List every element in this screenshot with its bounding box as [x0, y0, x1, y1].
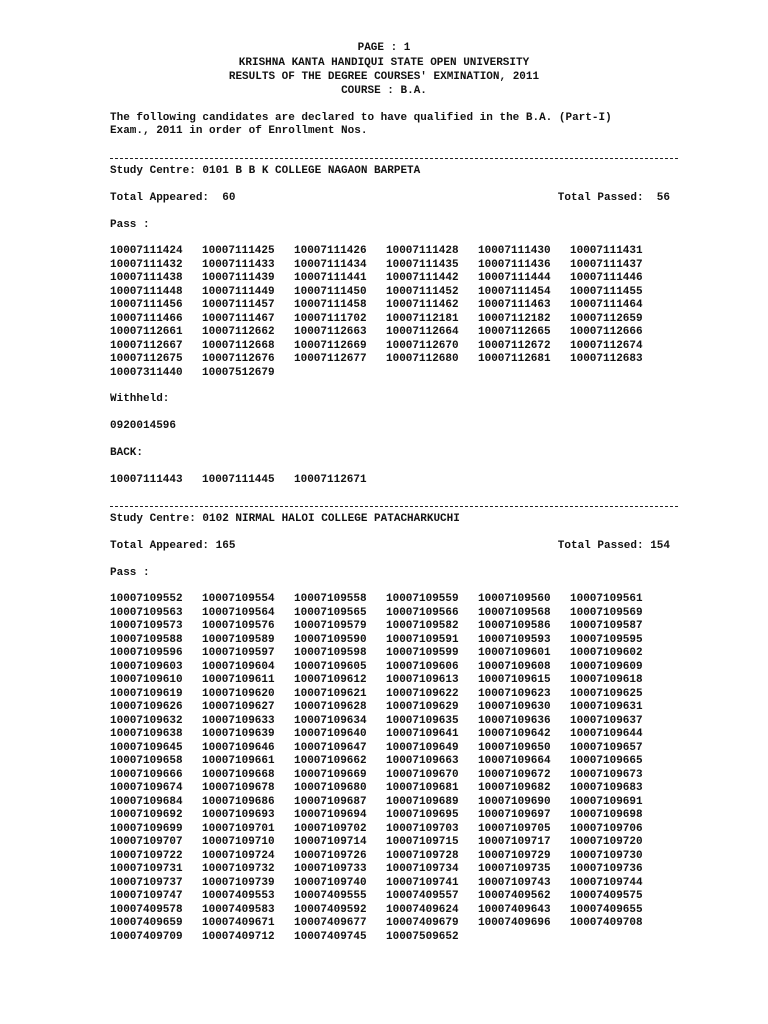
enrollment-number: 10007109561: [570, 593, 643, 605]
enrollment-number: 10007109714: [294, 836, 367, 848]
enrollment-number: 10007409553: [202, 890, 275, 902]
enrollment-number: 10007109744: [570, 876, 643, 889]
enrollment-number: 10007112680: [386, 353, 459, 365]
enrollment-number: 10007112661: [110, 326, 183, 338]
enrollment-number: 10007109582: [386, 620, 459, 632]
enrollment-number: 10007409712: [202, 930, 275, 943]
enrollment-number: 10007409583: [202, 903, 275, 916]
enrollment-number: 10007109732: [202, 863, 275, 875]
enrollment-number: 10007109715: [386, 836, 459, 848]
enrollment-number: 10007111466: [110, 312, 183, 325]
enrollment-number: 10007109682: [478, 782, 551, 794]
enrollment-number: 10007111446: [570, 272, 643, 284]
enrollment-number: 10007409696: [478, 917, 551, 929]
enrollment-number: 10007109692: [110, 809, 183, 821]
enrollment-number: 10007109639: [202, 728, 275, 740]
enrollment-number: 10007109610: [110, 674, 183, 686]
enrollment-number: 10007111448: [110, 285, 183, 298]
enrollment-number: 10007109596: [110, 647, 183, 659]
pass-list: [110, 593, 662, 944]
enrollment-number: 10007109734: [386, 863, 459, 875]
enrollment-number: 10007112181: [386, 312, 459, 325]
enrollment-number: 10007109664: [478, 755, 551, 767]
enrollment-number: 10007109566: [386, 606, 459, 619]
enrollment-number: 10007111424: [110, 245, 183, 257]
enrollment-number: 10007109579: [294, 620, 367, 632]
enrollment-number: 10007109681: [386, 782, 459, 794]
enrollment-number: 10007109642: [478, 728, 551, 740]
enrollment-number: 10007409578: [110, 903, 183, 916]
enrollment-number: 10007112675: [110, 353, 183, 365]
enrollment-number: 10007111425: [202, 245, 275, 257]
enrollment-number: 10007109630: [478, 701, 551, 713]
withheld-label: Withheld:: [110, 393, 170, 405]
enrollment-number: 10007109728: [386, 849, 459, 862]
enrollment-number: 10007112665: [478, 326, 551, 338]
enrollment-number: 10007109649: [386, 741, 459, 754]
enrollment-number: 10007109637: [570, 714, 643, 727]
enrollment-number: 10007112668: [202, 339, 275, 352]
enrollment-number: 10007109703: [386, 822, 459, 835]
enrollment-number: 10007111441: [294, 272, 367, 284]
enrollment-number: 10007109628: [294, 701, 367, 713]
pass-label: Pass :: [110, 219, 150, 231]
enrollment-number: 10007409557: [386, 890, 459, 902]
enrollment-number: 10007111443: [110, 474, 183, 486]
enrollment-number: 10007409709: [110, 930, 183, 943]
enrollment-number: 10007109695: [386, 809, 459, 821]
enrollment-number: 10007109710: [202, 836, 275, 848]
enrollment-number: 10007109615: [478, 674, 551, 686]
enrollment-number: 10007109636: [478, 714, 551, 727]
enrollment-number: 10007109631: [570, 701, 643, 713]
enrollment-number: 10007109694: [294, 809, 367, 821]
enrollment-number: 10007112676: [202, 353, 275, 365]
enrollment-number: 10007109634: [294, 714, 367, 727]
enrollment-number: 10007109619: [110, 687, 183, 700]
enrollment-number: 10007109618: [570, 674, 643, 686]
enrollment-number: 10007112677: [294, 353, 367, 365]
enrollment-number: 10007109568: [478, 606, 551, 619]
enrollment-number: 10007409708: [570, 917, 643, 929]
enrollment-number: 10007109591: [386, 633, 459, 646]
enrollment-number: 10007109558: [294, 593, 367, 605]
enrollment-number: 10007109602: [570, 647, 643, 659]
enrollment-number: 10007311440: [110, 366, 183, 379]
enrollment-number: 10007112672: [478, 339, 551, 352]
enrollment-number: 10007111462: [386, 299, 459, 311]
total-passed: Total Passed: 154: [557, 540, 670, 552]
enrollment-number: 10007111430: [478, 245, 551, 257]
enrollment-number: 10007112666: [570, 326, 643, 338]
enrollment-number: 10007109735: [478, 863, 551, 875]
enrollment-number: 10007109741: [386, 876, 459, 889]
enrollment-number: 10007109599: [386, 647, 459, 659]
enrollment-number: 10007112670: [386, 339, 459, 352]
enrollment-number: 10007111431: [570, 245, 643, 257]
enrollment-number: 10007109640: [294, 728, 367, 740]
enrollment-number: 10007109740: [294, 876, 367, 889]
enrollment-number: 10007112681: [478, 353, 551, 365]
enrollment-number: 10007109565: [294, 606, 367, 619]
enrollment-number: 10007109625: [570, 687, 643, 700]
enrollment-number: 10007109644: [570, 728, 643, 740]
enrollment-number: 10007109722: [110, 849, 183, 862]
university-name: KRISHNA KANTA HANDIQUI STATE OPEN UNIVERSITY: [238, 57, 530, 69]
enrollment-number: 10007109736: [570, 863, 643, 875]
enrollment-number: 10007109689: [386, 795, 459, 808]
enrollment-number: 10007112669: [294, 339, 367, 352]
enrollment-number: 10007109559: [386, 593, 459, 605]
enrollment-number: 10007109598: [294, 647, 367, 659]
enrollment-number: 10007109724: [202, 849, 275, 862]
enrollment-number: 10007112683: [570, 353, 643, 365]
enrollment-number: 10007109573: [110, 620, 183, 632]
enrollment-number: 10007112662: [202, 326, 275, 338]
back-list: [110, 474, 662, 488]
enrollment-number: 10007409592: [294, 903, 367, 916]
enrollment-number: 10007112664: [386, 326, 459, 338]
enrollment-number: 10007112663: [294, 326, 367, 338]
enrollment-number: 10007109605: [294, 660, 367, 673]
section-divider: [110, 158, 678, 159]
enrollment-number: 10007111428: [386, 245, 459, 257]
centre-title: Study Centre: 0101 B B K COLLEGE NAGAON BARPETA: [110, 165, 421, 177]
enrollment-number: 10007109680: [294, 782, 367, 794]
enrollment-number: 10007111444: [478, 272, 551, 284]
enrollment-number: 10007109729: [478, 849, 551, 862]
enrollment-number: 10007109663: [386, 755, 459, 767]
enrollment-number: 10007109691: [570, 795, 643, 808]
enrollment-number: 10007109666: [110, 768, 183, 781]
enrollment-number: 10007109687: [294, 795, 367, 808]
enrollment-number: 10007109613: [386, 674, 459, 686]
enrollment-number: 10007109699: [110, 822, 183, 835]
enrollment-number: 10007109593: [478, 633, 551, 646]
enrollment-number: 10007109647: [294, 741, 367, 754]
back-label: BACK:: [110, 447, 144, 459]
enrollment-number: 10007409745: [294, 930, 367, 943]
enrollment-number: 10007109739: [202, 876, 275, 889]
enrollment-number: 10007109743: [478, 876, 551, 889]
course-title: COURSE : B.A.: [341, 85, 427, 97]
enrollment-number: 10007109726: [294, 849, 367, 862]
enrollment-number: 10007109683: [570, 782, 643, 794]
enrollment-number: 10007111454: [478, 285, 551, 298]
enrollment-number: 10007109686: [202, 795, 275, 808]
enrollment-number: 10007111458: [294, 299, 367, 311]
enrollment-number: 10007109627: [202, 701, 275, 713]
enrollment-number: 10007109601: [478, 647, 551, 659]
enrollment-number: 10007111445: [202, 474, 275, 486]
enrollment-number: 10007109586: [478, 620, 551, 632]
withheld-value: 0920014596: [110, 420, 177, 432]
enrollment-number: 10007109669: [294, 768, 367, 781]
enrollment-number: 10007109662: [294, 755, 367, 767]
enrollment-number: 10007111433: [202, 258, 275, 271]
enrollment-number: 10007409562: [478, 890, 551, 902]
enrollment-number: 10007111449: [202, 285, 275, 298]
enrollment-number: 10007109590: [294, 633, 367, 646]
enrollment-number: 10007109609: [570, 660, 643, 673]
enrollment-number: 10007109701: [202, 822, 275, 835]
total-appeared: Total Appeared: 60: [110, 192, 236, 204]
enrollment-number: 10007111437: [570, 258, 643, 271]
total-passed: Total Passed: 56: [557, 192, 670, 204]
enrollment-number: 10007109595: [570, 633, 643, 646]
enrollment-number: 10007109560: [478, 593, 551, 605]
enrollment-number: 10007111436: [478, 258, 551, 271]
enrollment-number: 10007109698: [570, 809, 643, 821]
enrollment-number: 10007409655: [570, 903, 643, 916]
enrollment-number: 10007109705: [478, 822, 551, 835]
enrollment-number: 10007111442: [386, 272, 459, 284]
pass-list: [110, 245, 662, 380]
enrollment-number: 10007109629: [386, 701, 459, 713]
enrollment-number: 10007112674: [570, 339, 643, 352]
pass-label: Pass :: [110, 567, 150, 579]
enrollment-number: 10007109690: [478, 795, 551, 808]
results-title: RESULTS OF THE DEGREE COURSES' EXMINATION, 2011: [228, 71, 540, 83]
enrollment-number: 10007111702: [294, 312, 367, 325]
enrollment-number: 10007109552: [110, 593, 183, 605]
enrollment-number: 10007109674: [110, 782, 183, 794]
enrollment-number: 10007109638: [110, 728, 183, 740]
enrollment-number: 10007109606: [386, 660, 459, 673]
enrollment-number: 10007109678: [202, 782, 275, 794]
enrollment-number: 10007409659: [110, 917, 183, 929]
enrollment-number: 10007109645: [110, 741, 183, 754]
enrollment-number: 10007409555: [294, 890, 367, 902]
enrollment-number: 10007109747: [110, 890, 183, 902]
enrollment-number: 10007109697: [478, 809, 551, 821]
enrollment-number: 10007109668: [202, 768, 275, 781]
enrollment-number: 10007109589: [202, 633, 275, 646]
enrollment-number: 10007109641: [386, 728, 459, 740]
enrollment-number: 10007111426: [294, 245, 367, 257]
enrollment-number: 10007109635: [386, 714, 459, 727]
enrollment-number: 10007111435: [386, 258, 459, 271]
enrollment-number: 10007111455: [570, 285, 643, 298]
enrollment-number: 10007109737: [110, 876, 183, 889]
enrollment-number: 10007109706: [570, 822, 643, 835]
enrollment-number: 10007109623: [478, 687, 551, 700]
enrollment-number: 10007109597: [202, 647, 275, 659]
enrollment-number: 10007109633: [202, 714, 275, 727]
enrollment-number: 10007109672: [478, 768, 551, 781]
enrollment-number: 10007509652: [386, 930, 459, 943]
enrollment-number: 10007109646: [202, 741, 275, 754]
enrollment-number: 10007109717: [478, 836, 551, 848]
enrollment-number: 10007409575: [570, 890, 643, 902]
enrollment-number: 10007111457: [202, 299, 275, 311]
enrollment-number: 10007109670: [386, 768, 459, 781]
intro-line-2: Exam., 2011 in order of Enrollment Nos.: [110, 125, 368, 137]
enrollment-number: 10007111450: [294, 285, 367, 298]
enrollment-number: 10007109608: [478, 660, 551, 673]
enrollment-number: 10007109658: [110, 755, 183, 767]
enrollment-number: 10007109576: [202, 620, 275, 632]
enrollment-number: 10007409624: [386, 903, 459, 916]
enrollment-number: 10007112659: [570, 312, 643, 325]
enrollment-number: 10007109702: [294, 822, 367, 835]
enrollment-number: 10007409643: [478, 903, 551, 916]
enrollment-number: 10007109707: [110, 836, 183, 848]
enrollment-number: 10007109554: [202, 593, 275, 605]
enrollment-number: 10007109603: [110, 660, 183, 673]
enrollment-number: 10007109665: [570, 755, 643, 767]
enrollment-number: 10007109588: [110, 633, 183, 646]
enrollment-number: 10007109622: [386, 687, 459, 700]
enrollment-number: 10007109657: [570, 741, 643, 754]
enrollment-number: 10007109720: [570, 836, 643, 848]
enrollment-number: 10007109673: [570, 768, 643, 781]
enrollment-number: 10007112182: [478, 312, 551, 325]
enrollment-number: 10007409677: [294, 917, 367, 929]
enrollment-number: 10007109731: [110, 863, 183, 875]
enrollment-number: 10007109620: [202, 687, 275, 700]
enrollment-number: 10007109563: [110, 606, 183, 619]
enrollment-number: 10007109621: [294, 687, 367, 700]
enrollment-number: 10007111439: [202, 272, 275, 284]
enrollment-number: 10007109661: [202, 755, 275, 767]
enrollment-number: 10007109626: [110, 701, 183, 713]
enrollment-number: 10007111438: [110, 272, 183, 284]
page-number: PAGE : 1: [357, 42, 411, 54]
enrollment-number: 10007512679: [202, 366, 275, 379]
enrollment-number: 10007109569: [570, 606, 643, 619]
intro-line-1: The following candidates are declared to have qualified in the B.A. (Part-I): [110, 112, 612, 124]
centre-title: Study Centre: 0102 NIRMAL HALOI COLLEGE PATACHARKUCHI: [110, 513, 460, 525]
enrollment-number: 10007111432: [110, 258, 183, 271]
section-divider: [110, 506, 678, 507]
enrollment-number: 10007109632: [110, 714, 183, 727]
enrollment-number: 10007111452: [386, 285, 459, 298]
enrollment-number: 10007109612: [294, 674, 367, 686]
enrollment-number: 10007111467: [202, 312, 275, 325]
enrollment-number: 10007109587: [570, 620, 643, 632]
enrollment-number: 10007111456: [110, 299, 183, 311]
enrollment-number: 10007109684: [110, 795, 183, 808]
enrollment-number: 10007112667: [110, 339, 183, 352]
enrollment-number: 10007409679: [386, 917, 459, 929]
enrollment-number: 10007109611: [202, 674, 275, 686]
enrollment-number: 10007111464: [570, 299, 643, 311]
enrollment-number: 10007111463: [478, 299, 551, 311]
enrollment-number: 10007109650: [478, 741, 551, 754]
enrollment-number: 10007111434: [294, 258, 367, 271]
enrollment-number: 10007109564: [202, 606, 275, 619]
enrollment-number: 10007109733: [294, 863, 367, 875]
total-appeared: Total Appeared: 165: [110, 540, 236, 552]
enrollment-number: 10007109693: [202, 809, 275, 821]
enrollment-number: 10007109730: [570, 849, 643, 862]
enrollment-number: 10007109604: [202, 660, 275, 673]
enrollment-number: 10007112671: [294, 474, 367, 486]
enrollment-number: 10007409671: [202, 917, 275, 929]
